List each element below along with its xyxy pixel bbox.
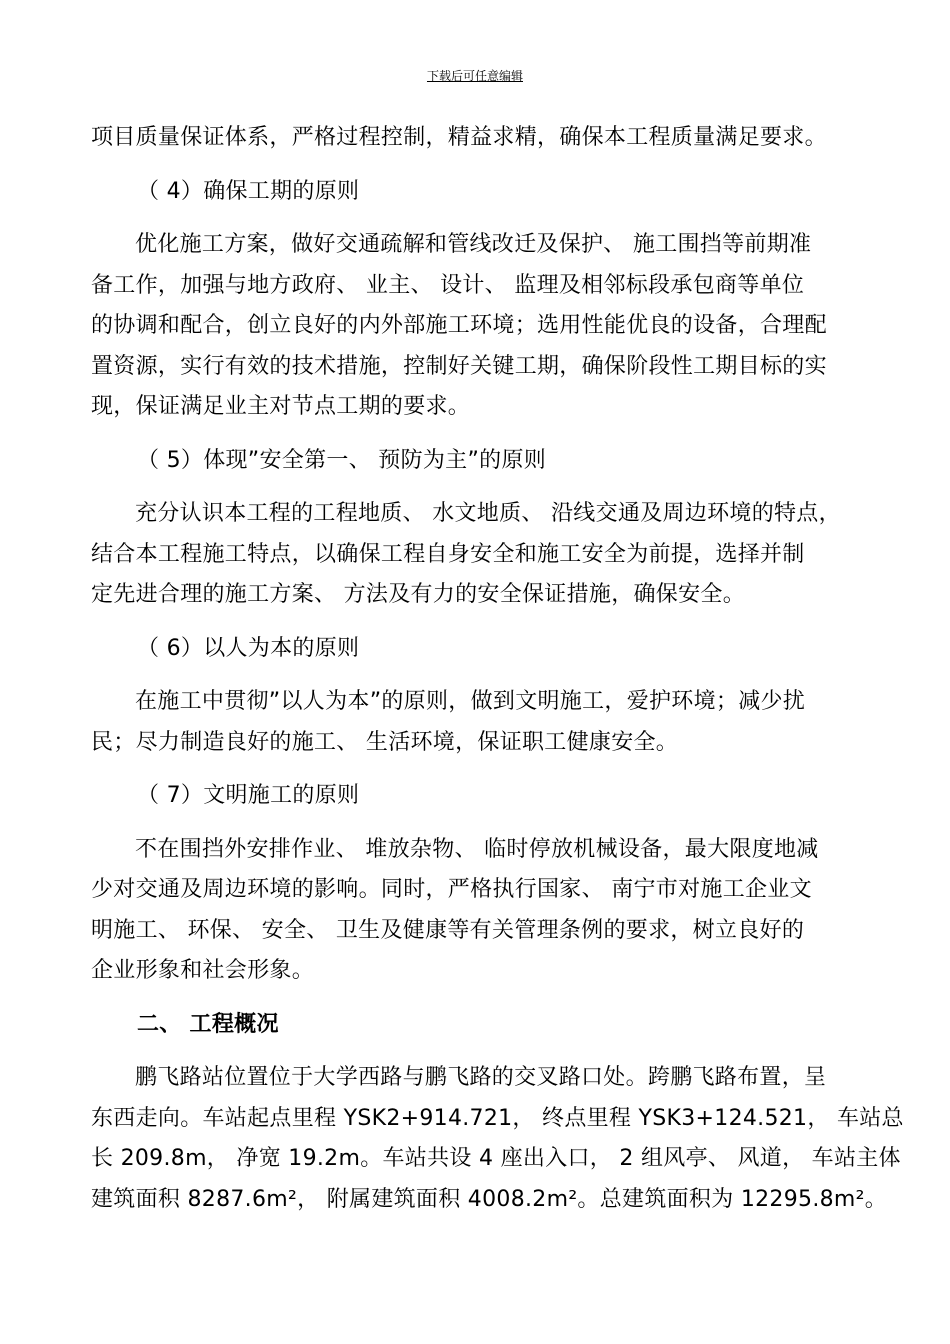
paragraph-people <box>91 682 859 763</box>
document-body <box>91 118 904 1233</box>
paragraph-line: 充分认识本工程的工程地质、 水文地质、 沿线交通及周边环境的特点， <box>135 501 841 526</box>
paragraph-line: 结合本工程施工特点，以确保工程自身安全和施工安全为前提，选择并制 <box>91 541 805 567</box>
paragraph-line: 现，保证满足业主对节点工期的要求。 <box>91 394 471 419</box>
paragraph-line: 鹏飞路站位置位于大学西路与鹏飞路的交叉路口处。跨鹏飞路布置，呈 <box>135 1065 827 1090</box>
paragraph-line: 的协调和配合，创立良好的内外部施工环境；选用性能优良的设备，合理配 <box>91 313 827 338</box>
paragraph-safety <box>91 494 859 616</box>
paragraph-line: 明施工、 环保、 安全、 卫生及健康等有关管理条例的要求，树立良好的 <box>91 917 805 943</box>
paragraph-line: 长 209.8m， 净宽 19.2m。车站共设 4 座出入口， 2 组风亭、 风道， 车站主体 <box>91 1146 901 1171</box>
heading-schedule-principle: （ 4）确保工期的原则 <box>137 178 360 204</box>
paragraph-line: 在施工中贯彻”以人为本”的原则，做到文明施工，爱护环境；减少扰 <box>135 689 806 714</box>
paragraph-quality-tail <box>91 118 859 159</box>
paragraph-schedule <box>91 225 859 428</box>
page-header: 下载后可任意编辑 <box>426 69 523 83</box>
heading-safety-principle: （ 5）体现”安全第一、 预防为主”的原则 <box>137 447 547 473</box>
paragraph-line: 东西走向。车站起点里程 YSK2+914.721， 终点里程 YSK3+124.521， 车站总 <box>91 1105 904 1131</box>
paragraph-civilized <box>91 830 859 992</box>
paragraph-line: 优化施工方案，做好交通疏解和管线改迁及保护、 施工围挡等前期准 <box>135 232 812 257</box>
paragraph-line: 备工作，加强与地方政府、 业主、 设计、 监理及相邻标段承包商等单位 <box>91 272 805 298</box>
paragraph-line: 民；尽力制造良好的施工、 生活环境，保证职工健康安全。 <box>91 729 679 755</box>
paragraph-line: 置资源，实行有效的技术措施，控制好关键工期，确保阶段性工期目标的实 <box>91 353 827 379</box>
heading-civilized-principle: （ 7）文明施工的原则 <box>137 783 360 808</box>
section-heading-project-overview: 二、 工程概况 <box>137 1011 279 1037</box>
paragraph-line: 项目质量保证体系，严格过程控制，精益求精，确保本工程质量满足要求。 <box>91 125 827 150</box>
paragraph-line: 定先进合理的施工方案、 方法及有力的安全保证措施，确保安全。 <box>91 582 745 607</box>
heading-people-principle: （ 6）以人为本的原则 <box>137 635 360 661</box>
paragraph-line: 不在围挡外安排作业、 堆放杂物、 临时停放机械设备，最大限度地减 <box>135 836 819 862</box>
paragraph-line: 少对交通及周边环境的影响。同时，严格执行国家、 南宁市对施工企业文 <box>91 877 812 902</box>
paragraph-project-overview <box>91 1058 904 1220</box>
paragraph-line: 建筑面积 8287.6m²， 附属建筑面积 4008.2m²。总建筑面积为 12295.8m²。 <box>91 1186 888 1212</box>
paragraph-line: 企业形象和社会形象。 <box>91 958 315 983</box>
